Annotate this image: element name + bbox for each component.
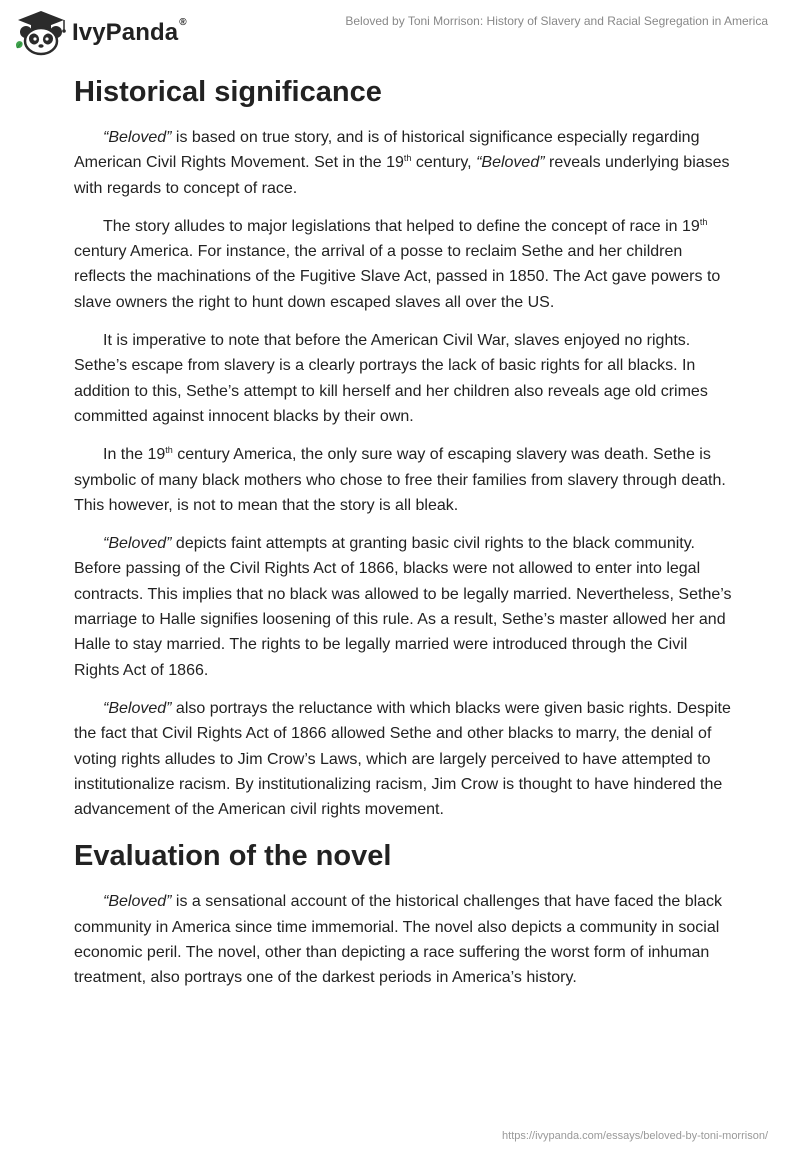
paragraph-text: is based on true story, and is of historical significance especially regarding American Civil Rights Movement. Set in the 19 (74, 129, 700, 172)
paragraph (74, 328, 734, 429)
book-title: “Beloved” (103, 535, 172, 553)
paragraph-text: is a sensational account of the historical challenges that have faced the black community in America since time immemorial. The novel also depicts a community in social economic peril. The novel, other than depicting a race suffering the worst form of inhuman treatment, also portrays one of the darkest periods in America’s history. (74, 893, 723, 987)
paragraph (74, 889, 734, 990)
paragraph-text: In the 19 (103, 446, 166, 464)
paragraph (74, 531, 734, 683)
paragraph-text: reveals underlying biases with regards to concept of race. (74, 154, 730, 197)
essay-content (74, 70, 734, 1004)
registered-mark: ® (179, 17, 187, 28)
paragraph-text: The story alludes to major legislations that helped to define the concept of race in 19 (103, 217, 700, 235)
panda-graduation-cap-icon (12, 8, 70, 56)
paragraph (74, 125, 734, 201)
paragraph-text: also portrays the reluctance with which blacks were given basic rights. Despite the fact that Civil Rights Act of 1866 allowed Sethe and other blacks to marry, the denial of voting rights alludes to Jim Crow’s Laws, which are largely perceived to have attempted to institutionalize racism. By institutionalizing racism, Jim Crow is thought to have hindered the advancement of the American civil rights movement. (74, 699, 731, 819)
section-heading: Evaluation of the novel (74, 840, 392, 873)
book-title: “Beloved” (103, 893, 172, 911)
brand-name: IvyPanda® (72, 17, 187, 46)
book-title: “Beloved” (476, 154, 545, 172)
ordinal-suffix: th (699, 216, 708, 227)
ordinal-suffix: th (403, 153, 412, 164)
paragraph-text: It is imperative to note that before the American Civil War, slaves enjoyed no rights. Sethe’s escape from slavery is a clearly portrays the lack of basic rights for all blacks. In addition to this, Sethe’s attempt to kill herself and her children also reveals age old crimes committed against innocent blacks by their own. (74, 332, 708, 425)
book-title: “Beloved” (103, 699, 172, 717)
paragraph (74, 696, 734, 822)
page-header (0, 0, 800, 62)
book-title: “Beloved” (103, 129, 172, 146)
ivypanda-logo[interactable] (12, 8, 187, 56)
paragraph-text: century America. For instance, the arrival of a posse to reclaim Sethe and her children reflects the machinations of the Fugitive Slave Act, passed in 1850. The Act gave powers to slave owners the right to hunt down escaped slaves all over the US. (74, 243, 721, 311)
ordinal-suffix: th (165, 445, 173, 456)
source-url-link[interactable]: https://ivypanda.com/essays/beloved-by-toni-morrison/ (502, 1130, 768, 1142)
paragraph (74, 214, 734, 315)
section-heading: Historical significance (74, 76, 382, 108)
paragraph-text: century America, the only sure way of escaping slavery was death. Sethe is symbolic of many black mothers who chose to free their families from slavery through death. This however, is not to mean that the story is all bleak. (74, 446, 726, 514)
paragraph-text: depicts faint attempts at granting basic civil rights to the black community. Before passing of the Civil Rights Act of 1866, blacks were not allowed to enter into legal contracts. This implies that no black was allowed to be legally married. Nevertheless, Sethe’s marriage to Halle signifies loosening of this rule. As a result, Sethe’s master allowed her and Halle to stay married. The rights to be legally married were introduced through the Civil Rights Act of 1866. (74, 535, 732, 679)
running-title: Beloved by Toni Morrison: History of Slavery and Racial Segregation in America (345, 14, 768, 28)
paragraph-text: century, (411, 154, 477, 172)
paragraph (74, 442, 734, 518)
